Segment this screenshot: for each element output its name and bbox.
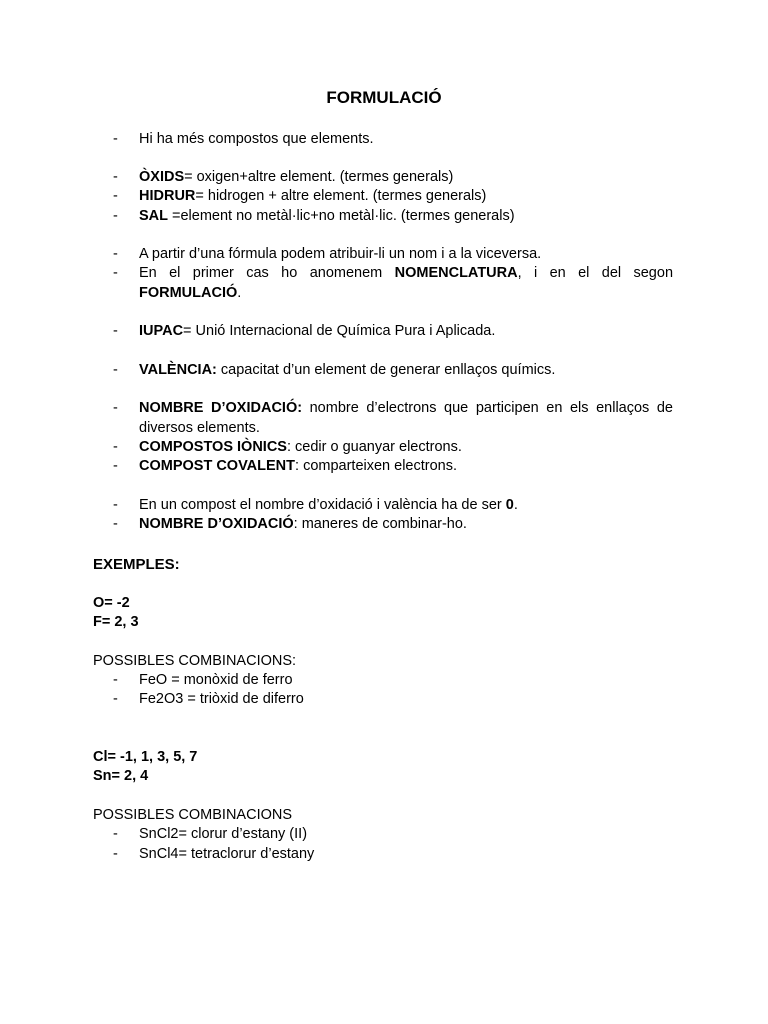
- bullet-dash: -: [113, 497, 118, 513]
- bullet-dash: -: [113, 439, 118, 455]
- text-segment: .: [513, 497, 518, 513]
- list-item-text: [139, 264, 673, 303]
- definition: : cedir o guanyar electrons.: [286, 439, 462, 455]
- term: NOMENCLATURA: [394, 265, 518, 281]
- bullet-dash: -: [113, 246, 118, 262]
- list-item: [113, 322, 673, 342]
- list-item: [113, 845, 673, 865]
- combinations-label: POSSIBLES COMBINACIONS: [93, 807, 293, 823]
- definition: = oxigen+altre element. (termes generals): [184, 169, 454, 185]
- list-item-text: [139, 361, 673, 381]
- oxidation-line: O= -2: [93, 595, 130, 611]
- bullet-dash: -: [113, 458, 118, 474]
- list-item: [113, 168, 673, 188]
- list-item-text: Hi ha més compostos que elements.: [139, 131, 374, 147]
- bullet-dash: -: [113, 265, 118, 281]
- bullet-dash: -: [113, 362, 118, 378]
- combinations-label: POSSIBLES COMBINACIONS:: [93, 653, 297, 669]
- definition: = Unió Internacional de Química Pura i Aplicada.: [183, 323, 496, 339]
- list-item: [113, 245, 673, 265]
- bullet-dash: -: [113, 672, 118, 688]
- list-item: [113, 264, 673, 303]
- term: ÒXIDS: [139, 169, 185, 185]
- list-item: [113, 187, 673, 207]
- term: HIDRUR: [139, 188, 196, 204]
- term: NOMBRE D’OXIDACIÓ:: [139, 400, 303, 416]
- list-item-text: [139, 207, 673, 227]
- oxidation-line: F= 2, 3: [93, 614, 139, 630]
- bullet-dash: -: [113, 131, 118, 147]
- bullet-dash: -: [113, 169, 118, 185]
- list-item-text: Fe2O3 = triòxid de diferro: [139, 691, 304, 707]
- list-item: [113, 457, 673, 477]
- list-item: [113, 496, 673, 516]
- term: NOMBRE D’OXIDACIÓ: [139, 516, 294, 532]
- text-segment: En el primer cas ho anomenem: [139, 265, 395, 281]
- definition: : comparteixen electrons.: [295, 458, 458, 474]
- list-item-text: [139, 168, 673, 188]
- list-item-text: FeO = monòxid de ferro: [139, 672, 293, 688]
- bullet-dash: -: [113, 826, 118, 842]
- text-segment: , i en el del segon: [517, 265, 674, 281]
- term: COMPOSTOS IÒNICS: [139, 439, 287, 455]
- term: VALÈNCIA:: [139, 362, 217, 378]
- term: COMPOST COVALENT: [139, 458, 296, 474]
- bullet-dash: -: [113, 208, 118, 224]
- bullet-dash: -: [113, 691, 118, 707]
- definition: nombre d’electrons que participen en els enllaços de diversos elements.: [139, 400, 673, 436]
- page-title: FORMULACIÓ: [326, 88, 442, 107]
- text-segment: En un compost el nombre d’oxidació i valència ha de ser: [139, 497, 506, 513]
- list-item-text: [139, 496, 673, 516]
- term: FORMULACIÓ: [139, 284, 238, 301]
- list-item-text: [139, 515, 673, 535]
- list-item: [113, 671, 673, 691]
- oxidation-line: Cl= -1, 1, 3, 5, 7: [93, 749, 198, 765]
- definition: capacitat d’un element de generar enllaços químics.: [216, 362, 556, 378]
- list-item: [113, 361, 673, 381]
- examples-heading: EXEMPLES:: [93, 556, 180, 573]
- list-item: [113, 825, 673, 845]
- list-item-text: A partir d’una fórmula podem atribuir-li un nom i a la viceversa.: [139, 246, 542, 262]
- list-item-text: [139, 322, 673, 342]
- term: 0: [505, 497, 514, 513]
- list-item-text: [139, 399, 673, 438]
- bullet-dash: -: [113, 323, 118, 339]
- list-item-text: [139, 187, 673, 207]
- list-item: [113, 130, 673, 150]
- list-item: [113, 438, 673, 458]
- term: SAL: [139, 208, 168, 224]
- list-item-text: SnCl4= tetraclorur d’estany: [139, 846, 315, 862]
- list-item: [113, 690, 673, 710]
- list-item-text: SnCl2= clorur d’estany (II): [139, 826, 308, 842]
- oxidation-line: Sn= 2, 4: [93, 768, 149, 784]
- bullet-dash: -: [113, 846, 118, 862]
- list-item: [113, 515, 673, 535]
- definition: : maneres de combinar-ho.: [293, 516, 467, 532]
- text-segment: .: [237, 284, 242, 301]
- definition: =element no metàl·lic+no metàl·lic. (termes generals): [168, 208, 515, 224]
- bullet-dash: -: [113, 516, 118, 532]
- list-item-text: [139, 457, 673, 477]
- list-item: [113, 399, 673, 438]
- bullet-dash: -: [113, 400, 118, 416]
- bullet-dash: -: [113, 188, 118, 204]
- list-item-text: [139, 438, 673, 458]
- list-item: [113, 207, 673, 227]
- definition: = hidrogen + altre element. (termes generals): [195, 188, 487, 204]
- term: IUPAC: [139, 323, 184, 339]
